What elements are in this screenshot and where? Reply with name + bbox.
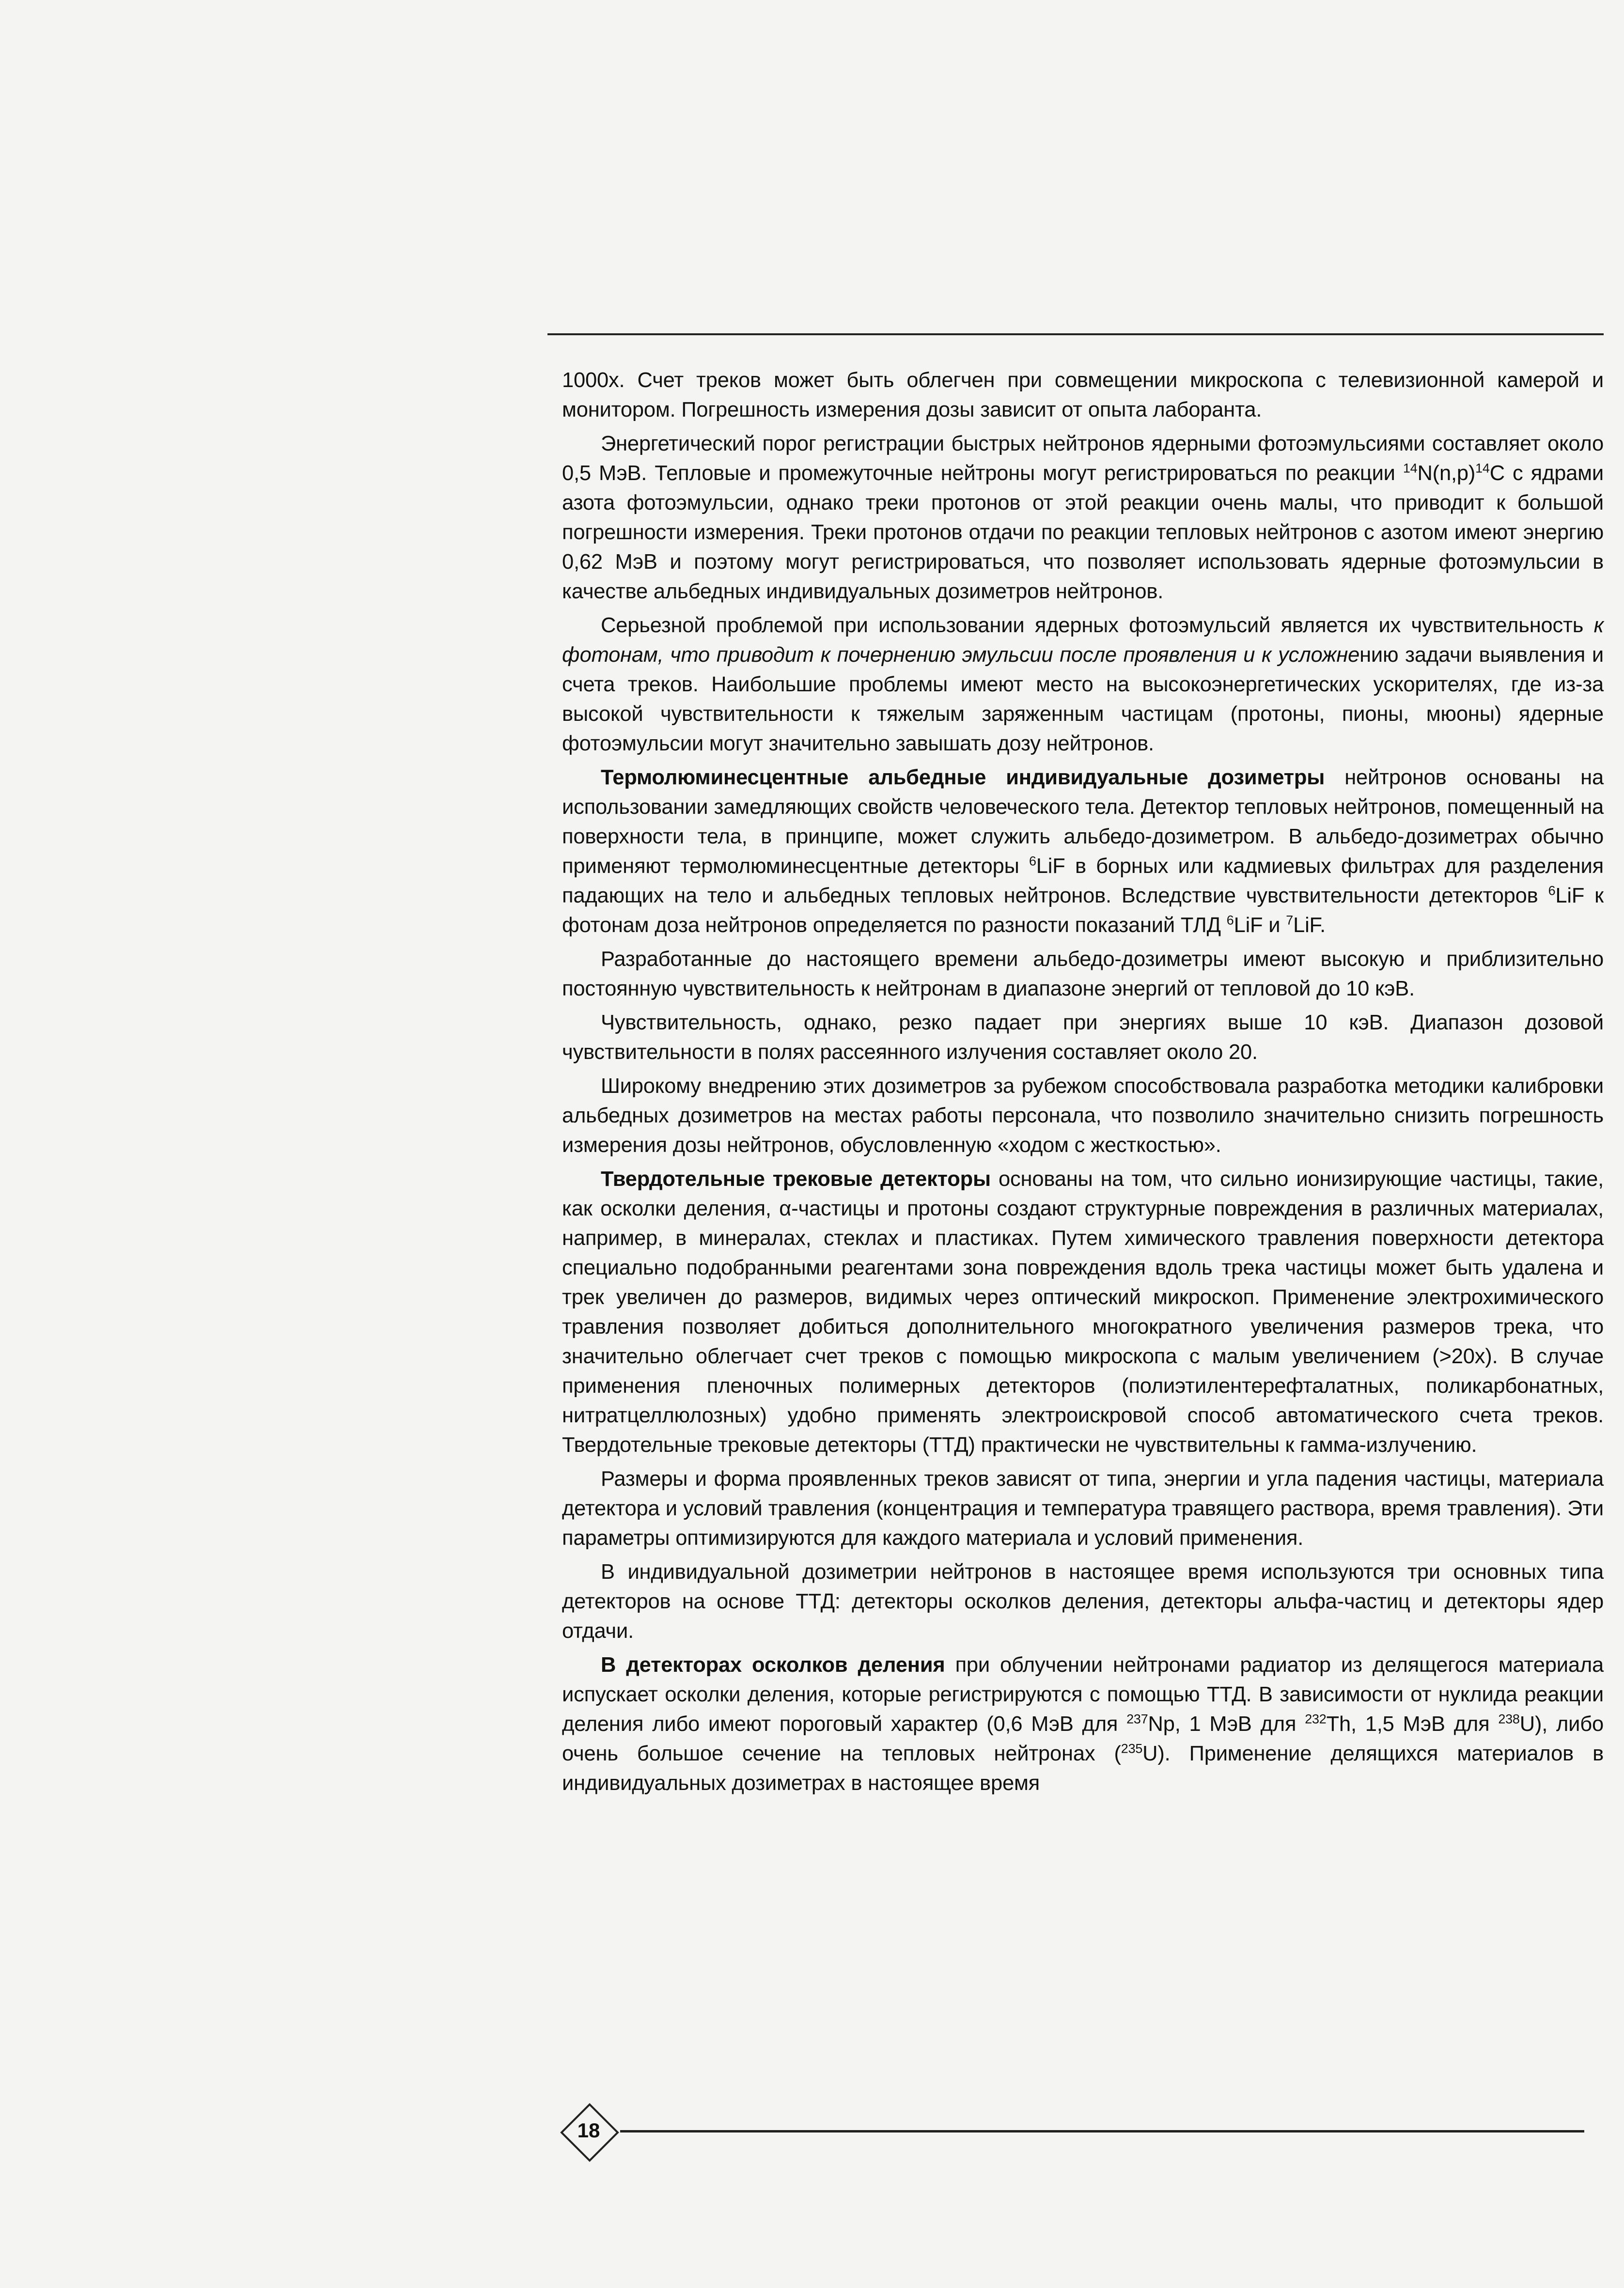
paragraph [562, 945, 1604, 1004]
superscript: 6 [1226, 913, 1234, 928]
paragraph [562, 366, 1604, 425]
paragraph [562, 1008, 1604, 1067]
text-run: Широкому внедрению этих дозиметров за рубежом способствовала разработка методики калибровки альбедных дозиметров на местах работы персонала, что позволило значительно снизить погрешность измерения дозы нейтронов, обусловленную «ходом с жесткостью». [562, 1074, 1604, 1157]
text-run: Разработанные до настоящего времени альбедо-дозиметры имеют высокую и приблизительно постоянную чувствительность к нейтронам в диапазоне энергий от тепловой до 10 кэВ. [562, 948, 1604, 1000]
page-footer [562, 2105, 1589, 2168]
text-run: при облучении нейтронами радиатор из делящегося материала испускает осколки деления, которые регистрируются с помощью ТТД. В зависимости от нуклида реакции деления либо имеют пороговый характер (0,6 МэВ для [562, 1653, 1604, 1736]
text-run: N(n,p) [1417, 462, 1476, 485]
text-run: С с ядрами азота фотоэмульсии, однако треки протонов от этой реакции очень малы, что приводит к большой погрешности измерения. Треки протонов отдачи по реакции тепловых нейтронов с азотом имеют энергию 0,62 МэВ и поэтому могут регистрироваться, что позволяет использовать ядерные фотоэмульсии в качестве альбедных индивидуальных дозиметров нейтронов. [562, 462, 1604, 603]
text-run: U), либо очень большое сечение на тепловых нейтронах ( [562, 1712, 1604, 1765]
footer-rule [620, 2130, 1584, 2132]
page-number: 18 [577, 2119, 600, 2142]
bold-term: Термолюминесцентные альбедные индивидуальные дозиметры [601, 766, 1325, 789]
text-run: нию задачи выявления и счета треков. Наибольшие проблемы имеют место на высокоэнергетических ускорителях, где из-за высокой чувствительности к тяжелым заряженным частицам (протоны, пионы, мюоны) ядерные фотоэмульсии могут значительно завышать дозу нейтронов. [562, 643, 1604, 755]
superscript: 7 [1286, 913, 1294, 928]
superscript: 237 [1126, 1712, 1148, 1727]
text-run: LiF. [1293, 914, 1326, 937]
paragraph [562, 429, 1604, 607]
text-run: Th, 1,5 МэВ для [1326, 1712, 1499, 1736]
text-run: В индивидуальной дозиметрии нейтронов в настоящее время используются три основных типа детекторов на основе ТТД: детекторы осколков деления, детекторы альфа-частиц и детекторы ядер отдачи. [562, 1560, 1604, 1643]
superscript: 232 [1305, 1712, 1327, 1727]
superscript: 238 [1498, 1712, 1520, 1727]
header-rule [547, 333, 1604, 335]
superscript: 6 [1548, 883, 1556, 898]
body-text [562, 366, 1604, 1803]
text-run: Размеры и форма проявленных треков зависят от типа, энергии и угла падения частицы, материала детектора и условий травления (концентрация и температура травящего раствора, время травления). Эти параметры оптимизируются для каждого материала и условий применения. [562, 1467, 1604, 1550]
paragraph [562, 1650, 1604, 1798]
text-run: Чувствительность, однако, резко падает при энергиях выше 10 кэВ. Диапазон дозовой чувствительности в полях рассеянного излучения составляет около 20. [562, 1011, 1604, 1064]
paragraph [562, 1072, 1604, 1160]
text-run: Энергетический порог регистрации быстрых нейтронов ядерными фотоэмульсиями составляет около 0,5 МэВ. Тепловые и промежуточные нейтроны могут регистрироваться по реакции [562, 432, 1604, 485]
superscript: 14 [1475, 461, 1490, 476]
text-run: основаны на том, что сильно ионизирующие частицы, такие, как осколки деления, α-частицы и протоны создают структурные повреждения в различных материалах, например, в минералах, стеклах и пластиках. Путем химического травления поверхности детектора специально подобранными реагентами зона повреждения вдоль трека частицы может быть удалена и трек увеличен до размеров, видимых через оптический микроскоп. Применение электрохимического травления позволяет добиться дополнительного многократного увеличения размеров трека, что значительно облегчает счет треков с помощью микроскопа с малым увеличением (>20х). В случае применения пленочных полимерных детекторов (полиэтилентерефталатных, поликарбонатных, нитратцеллюлозных) удобно применять электроискровой способ автоматического счета треков. Твердотельные трековые детекторы (ТТД) практически не чувствительны к гамма-излучению. [562, 1167, 1604, 1457]
paragraph [562, 611, 1604, 759]
superscript: 235 [1121, 1741, 1143, 1756]
paragraph [562, 1557, 1604, 1646]
paragraph [562, 1464, 1604, 1553]
text-run: LiF в борных или кадмиевых фильтрах для разделения падающих на тело и альбедных тепловых нейтронов. Вследствие чувствительности детекторов [562, 855, 1604, 907]
text-run: к фотонам, что приводит к почернению эмульсии после проявления и к усложне [562, 614, 1604, 667]
text-run: U). Применение делящихся материалов в индивидуальных дозиметрах в настоящее время [562, 1742, 1604, 1795]
text-run: 1000х. Счет треков может быть облегчен при совмещении микроскопа с телевизионной камерой и монитором. Погрешность измерения дозы зависит от опыта лаборанта. [562, 369, 1604, 421]
bold-term: Твердотельные трековые детекторы [601, 1167, 991, 1191]
superscript: 14 [1403, 461, 1418, 476]
paragraph [562, 763, 1604, 940]
text-run: Серьезной проблемой при использовании ядерных фотоэмульсий является их чувствительность [601, 614, 1594, 637]
bold-term: В детекторах осколков деления [601, 1653, 945, 1677]
text-run: Np, 1 МэВ для [1148, 1712, 1305, 1736]
text-run: LiF к фотонам доза нейтронов определяется по разности показаний ТЛД [562, 884, 1604, 937]
text-run: нейтронов основаны на использовании замедляющих свойств человеческого тела. Детектор тепловых нейтронов, помещенный на поверхности тела, в принципе, может служить альбедо-дозиметром. В альбедо-дозиметрах обычно применяют термолюминесцентные детекторы [562, 766, 1604, 878]
superscript: 6 [1029, 854, 1036, 869]
text-run: LiF и [1234, 914, 1286, 937]
paragraph [562, 1165, 1604, 1460]
